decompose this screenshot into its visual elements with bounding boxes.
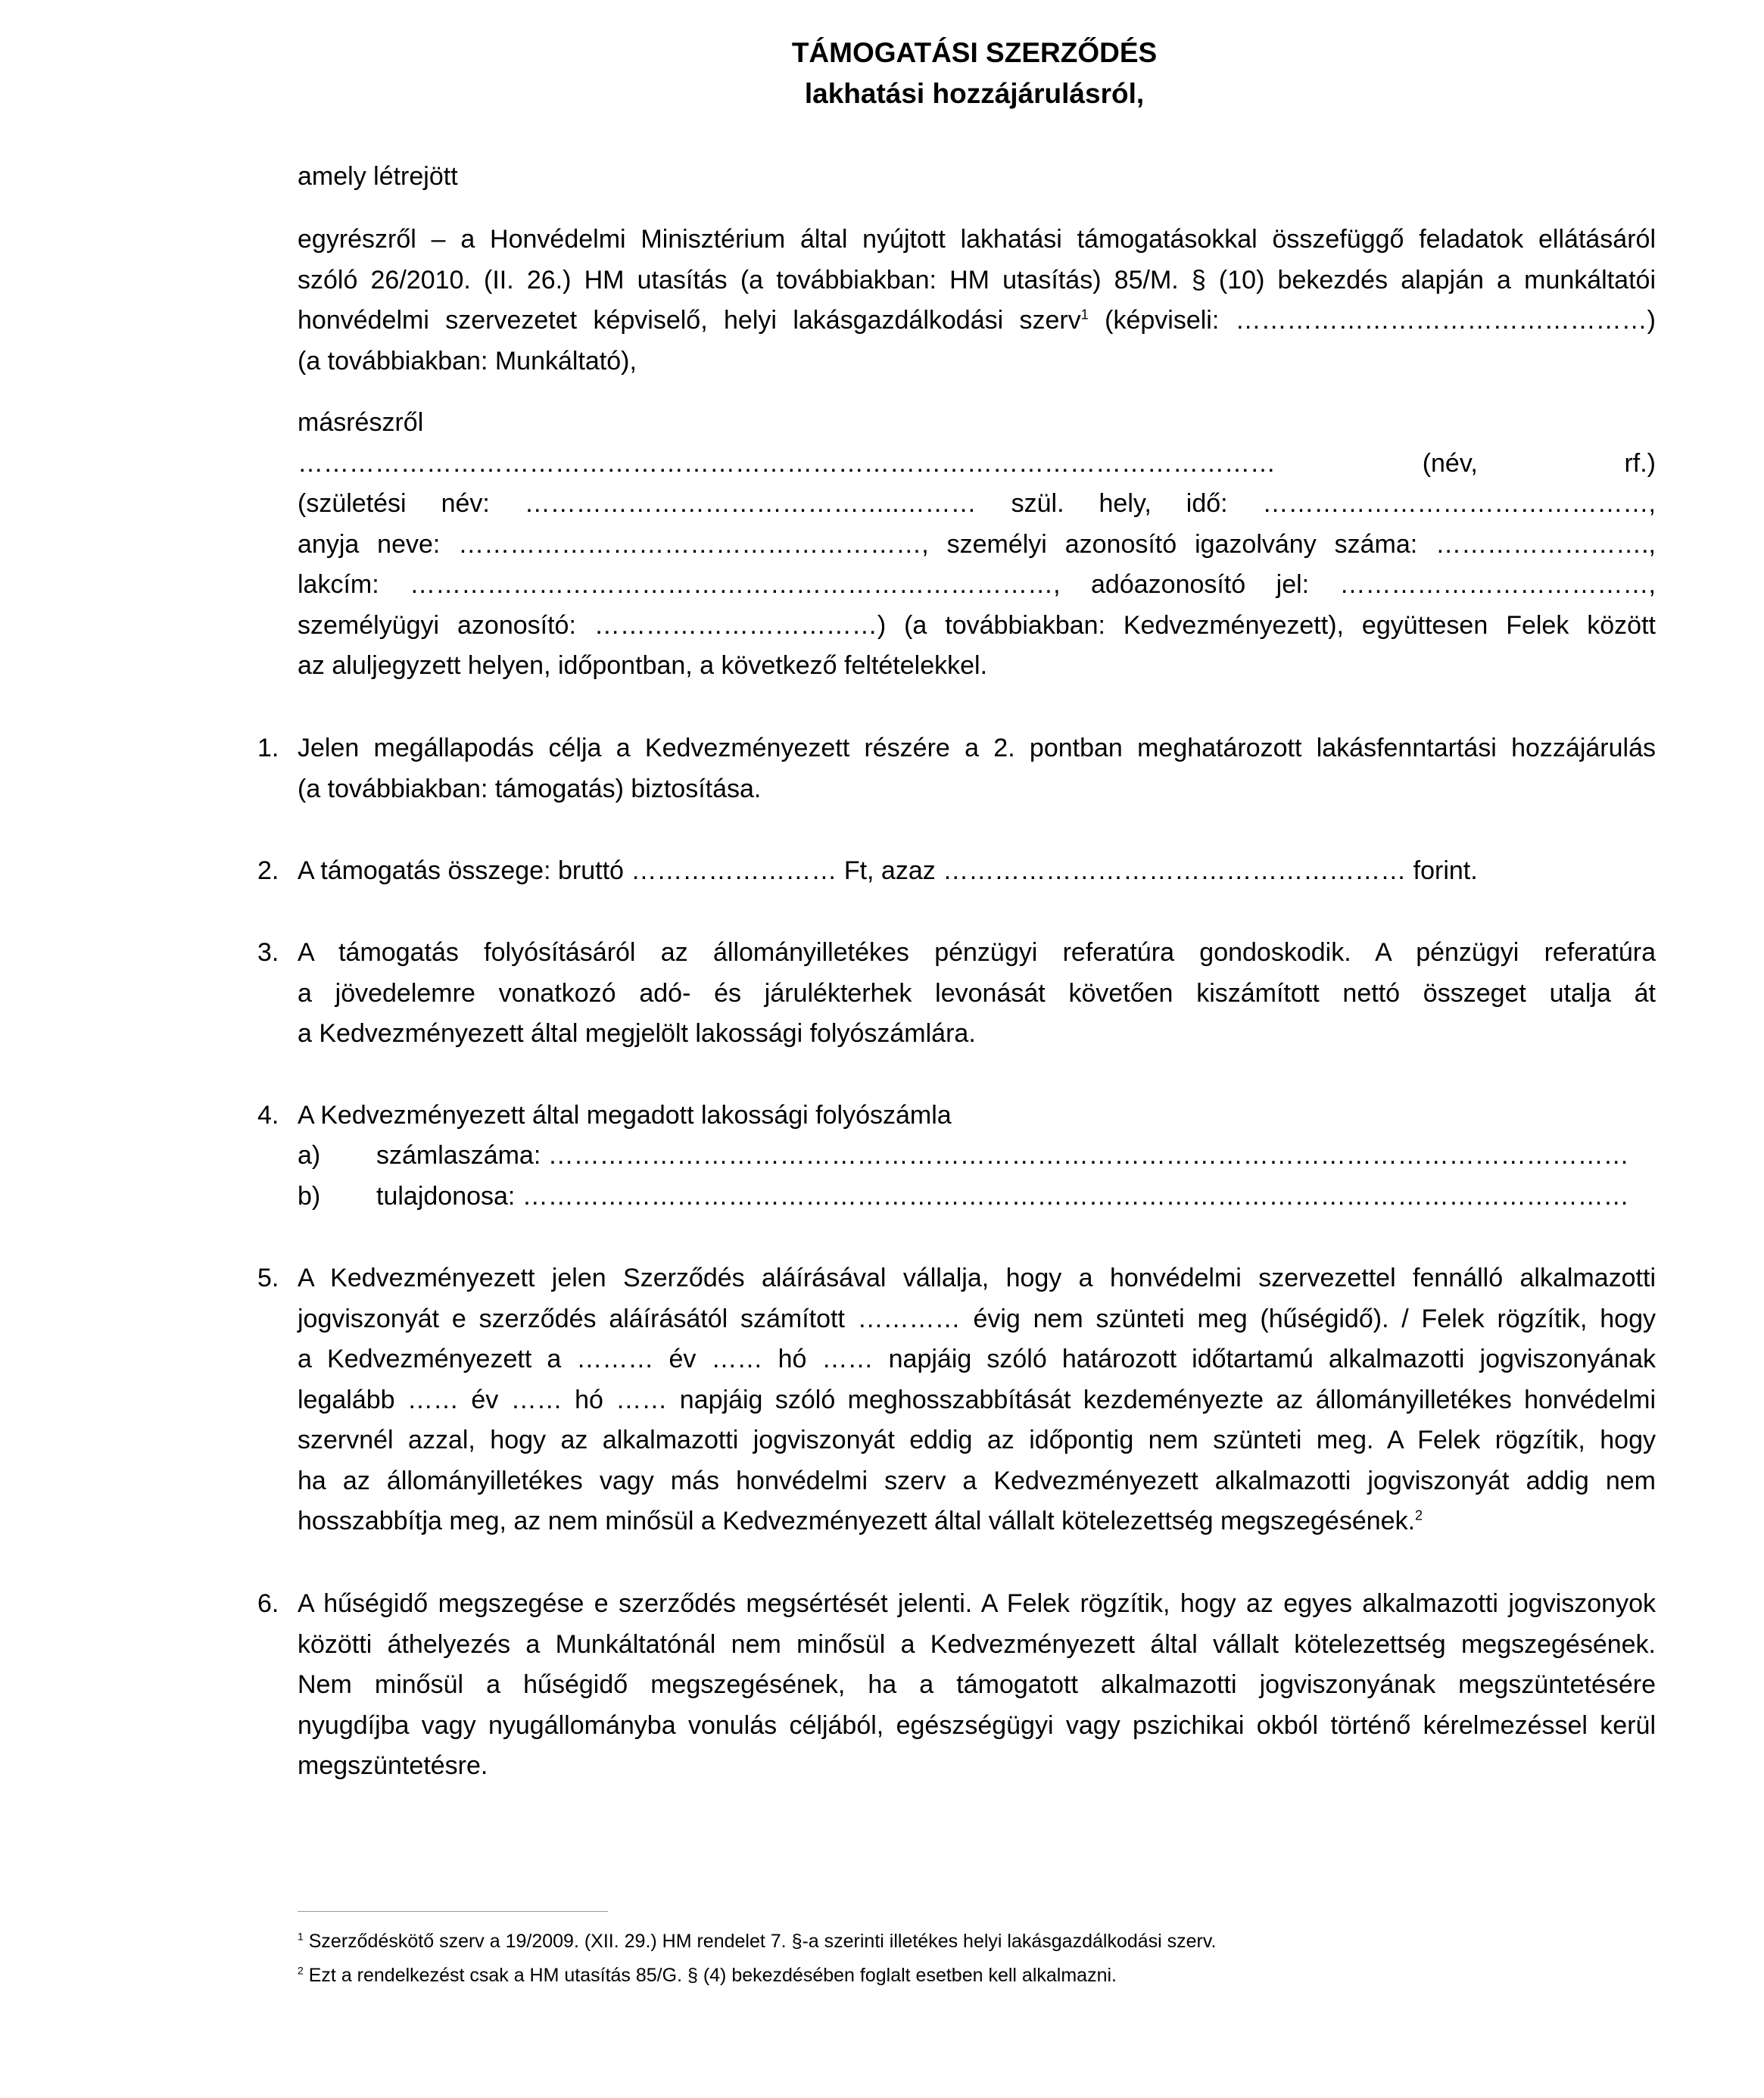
clause-number: 5. — [257, 1264, 279, 1292]
party1-line: honvédelmi szervezetet képviselő, helyi lakásgazdálkodási szerv$^1$ (képviseli: …………………………………………) — [298, 306, 1656, 335]
party2-line: lakcím: …………………………………………………………………, adóazonosító jel: ………………………………, — [298, 570, 1656, 599]
footnote-ref: 2 — [1415, 1507, 1423, 1523]
clause-1: Jelen megállapodás célja a Kedvezményezett részére a 2. pontban meghatározott lakásfenntartási hozzájárulás (a továbbiakban: támogatás) biztosítása. — [298, 734, 1656, 803]
footnote-2: $^2$ Ezt a rendelkezést csak a HM utasítás 85/G. § (4) bekezdésében foglalt esetben kell alkalmazni. — [298, 1964, 1117, 1986]
intro-created: amely létrejött — [298, 162, 458, 191]
party1-line: szóló 26/2010. (II. 26.) HM utasítás (a továbbiakban: HM utasítás) 85/M. § (10) bekezdés alapján a munkáltatói — [298, 265, 1656, 295]
clause-number: 4. — [257, 1101, 279, 1130]
party2-line: …………………………………………………………………………………………………… (név, rf.) — [298, 448, 1656, 478]
clause-number: 2. — [257, 856, 279, 885]
footnote-ref: 1 — [1080, 307, 1089, 323]
party2-line: anyja neve: ………………………………………………, személyi azonosító igazolvány száma: ……………………., — [298, 529, 1656, 559]
clause-4: A Kedvezményezett által megadott lakossági folyószámla — [298, 1101, 952, 1130]
clause-3: A támogatás folyósításáról az állományilletékes pénzügyi referatúra gondoskodik. A pénzügyi referatúra a jövedelemre vonatkozó adó- és járulékterhek levonását követően kiszámított nettó összeget utalja át a Kedvezményezett által megjelölt lakossági folyószámlára. — [298, 938, 1656, 1048]
party2-paragraph — [298, 403, 1656, 687]
party2-line: (születési név: ……………………………………..……… szül. hely, idő: ………………………………………, — [298, 489, 1656, 518]
clause-number: 1. — [257, 734, 279, 762]
clause-number: 6. — [257, 1589, 279, 1618]
party2-label: másrészről — [298, 408, 424, 437]
party1-line: egyrészről – a Honvédelmi Minisztérium által nyújtott lakhatási támogatásokkal összefüggő feladatok ellátásáról — [298, 225, 1656, 254]
clause-2: A támogatás összege: bruttó …………………… Ft, azaz ……………………………………………… forint. — [298, 856, 1478, 885]
account-owner-field: tulajdonosa: ………………………………………………………………………………………………………………… — [376, 1182, 1629, 1211]
document-subtitle: lakhatási hozzájárulásról, — [804, 78, 1145, 109]
party1-line: (a továbbiakban: Munkáltató), — [298, 346, 637, 376]
party2-line: személyügyi azonosító: ……………………………) (a továbbiakban: Kedvezményezett), együttesen Felek között — [298, 610, 1656, 640]
sub-letter: b) — [298, 1182, 321, 1211]
clause-number: 3. — [257, 938, 279, 967]
footnote-separator — [298, 1911, 608, 1912]
clause-5: A Kedvezményezett jelen Szerződés aláírásával vállalja, hogy a honvédelmi szervezettel fennálló alkalmazotti jogviszonyát e szerződés aláírásától számított ………… évig nem szünteti meg (hűségidő). / Felek rögzítik, hogy a Kedvezményezett a ……… év …… hó …… napjáig szóló határozott időtartamú alkalmazotti jogviszonyának legalább …… év …… hó …… napjáig szóló meghosszabbítását kezdeményezte az állományilletékes honvédelmi szervnél azzal, hogy az alkalmazotti jogviszonyát eddig az időpontig nem szünteti meg. A Felek rögzítik, hogy ha az állományilletékes vagy más honvédelmi szerv a Kedvezményezett alkalmazotti jogviszonyát addig nem hosszabbítja meg, az nem minősül a Kedvezményezett által vállalt kötelezettség megszegésének.$^2$ — [298, 1264, 1656, 1535]
party2-line: az aluljegyzett helyen, időpontban, a következő feltételekkel. — [298, 651, 988, 680]
account-number-field: számlaszáma: ……………………………………………………………………………………………………………… — [376, 1141, 1629, 1170]
sub-letter: a) — [298, 1141, 321, 1170]
footnote-1: $^1$ Szerződéskötő szerv a 19/2009. (XII. 29.) HM rendelet 7. §-a szerinti illetékes helyi lakásgazdálkodási szerv. — [298, 1930, 1217, 1952]
document-title: TÁMOGATÁSI SZERZŐDÉS — [791, 37, 1158, 68]
party1-paragraph — [298, 220, 1656, 382]
clause-6: A hűségidő megszegése e szerződés megsértését jelenti. A Felek rögzítik, hogy az egyes alkalmazotti jogviszonyok közötti áthelyezés a Munkáltatónál nem minősül a Kedvezményezett által vállalt kötelezettség megszegésének. Nem minősül a hűségidő megszegésének, ha a támogatott alkalmazotti jogviszonyának megszüntetésére nyugdíjba vagy nyugállományba vonulás céljából, egészségügyi vagy pszichikai okból történő kérelmezéssel kerül megszüntetésre. — [298, 1589, 1656, 1780]
